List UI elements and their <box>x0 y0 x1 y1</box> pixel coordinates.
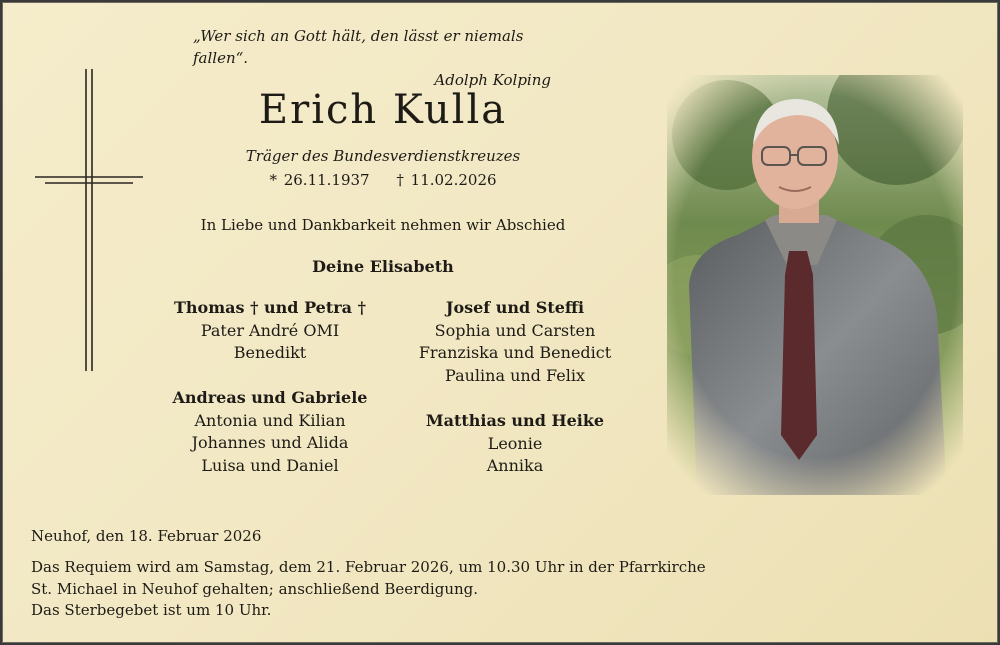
family-member: Annika <box>486 456 544 475</box>
family-member: Leonie <box>487 433 543 453</box>
family-group <box>155 387 385 477</box>
deceased-honor: Träger des Bundesverdienstkreuzes <box>245 147 521 165</box>
service-info-line: Das Sterbegebet ist um 10 Uhr. <box>31 601 272 619</box>
family-group <box>400 297 630 387</box>
family-head: Thomas † und Petra † <box>174 298 366 317</box>
death-date: † 11.02.2026 <box>396 171 497 189</box>
family-head: Andreas und Gabriele <box>172 388 368 407</box>
life-dates <box>193 171 573 189</box>
cross-icon <box>35 69 143 371</box>
family-head: Josef und Steffi <box>445 298 585 317</box>
family-member: Benedikt <box>233 343 307 362</box>
place-date: Neuhof, den 18. Februar 2026 <box>31 527 262 545</box>
service-info-line: Das Requiem wird am Samstag, dem 21. Februar 2026, um 10.30 Uhr in der Pfarrkirche <box>31 558 706 576</box>
service-info <box>31 557 751 622</box>
family-member: Pater André OMI <box>200 320 340 340</box>
quote <box>193 25 573 91</box>
family-head: Matthias und Heike <box>425 411 605 430</box>
family-member: Antonia und Kilian <box>194 410 346 430</box>
family-member: Luisa und Daniel <box>201 455 339 475</box>
portrait-photo <box>667 75 963 495</box>
farewell-text: In Liebe und Dankbarkeit nehmen wir Abschied <box>200 216 566 234</box>
family-member: Johannes und Alida <box>191 433 349 452</box>
spouse-name: Deine Elisabeth <box>312 257 454 276</box>
family-group <box>400 410 630 478</box>
family-group <box>155 297 385 365</box>
service-info-line: St. Michael in Neuhof gehalten; anschließend Beerdigung. <box>31 579 479 598</box>
quote-author: Adolph Kolping <box>434 71 551 89</box>
obituary-card <box>2 2 998 643</box>
quote-text: „Wer sich an Gott hält, den lässt er niemals fallen“. <box>193 27 524 67</box>
family-member: Paulina und Felix <box>445 365 585 385</box>
birth-date: * 26.11.1937 <box>269 171 370 189</box>
family-member: Sophia und Carsten <box>434 320 596 340</box>
family-member: Franziska und Benedict <box>418 343 612 362</box>
deceased-name: Erich Kulla <box>258 87 508 133</box>
